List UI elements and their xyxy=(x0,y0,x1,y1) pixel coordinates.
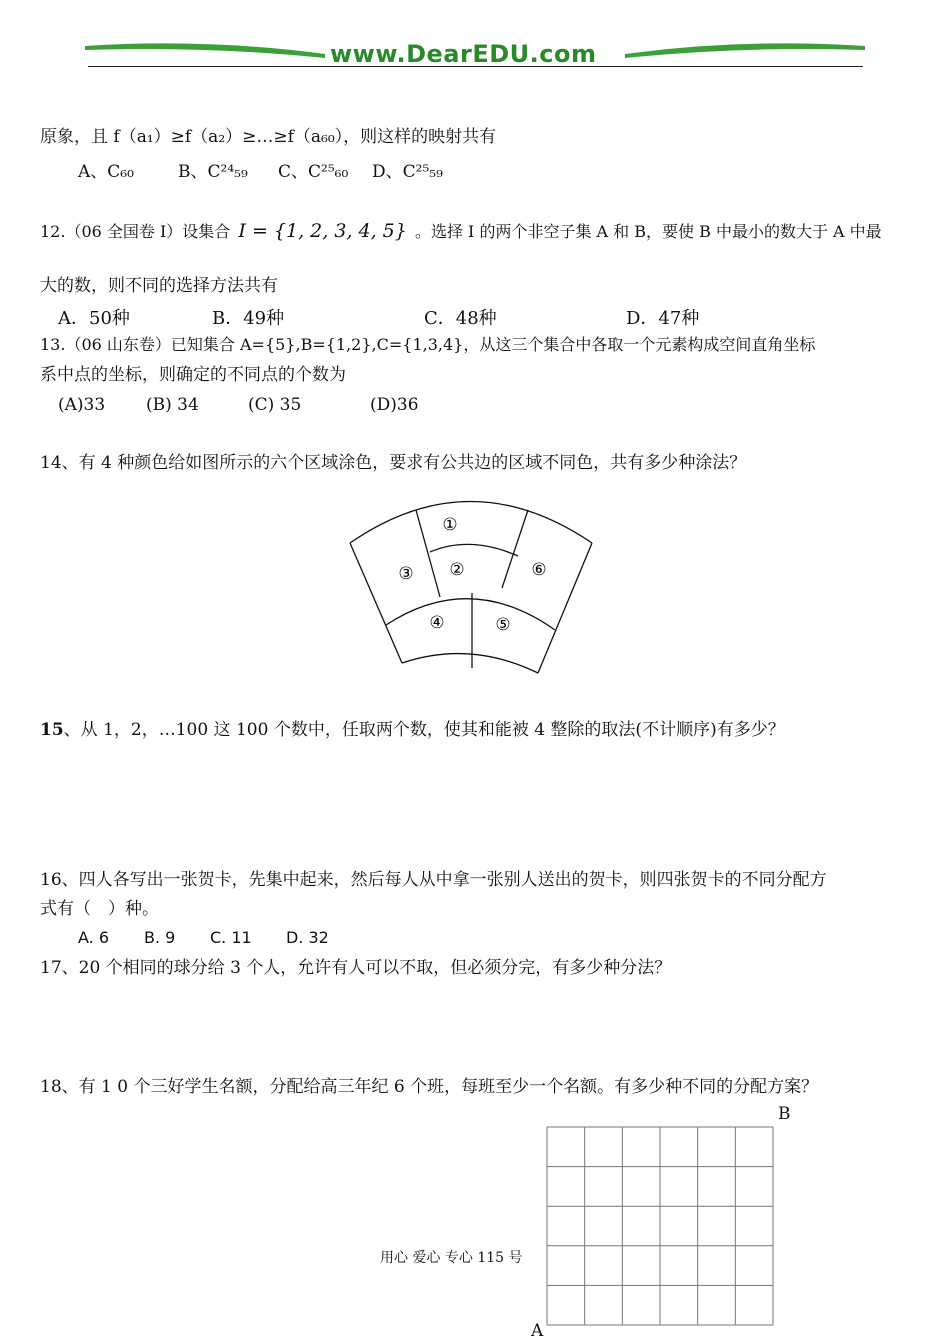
divider-1-6 xyxy=(502,510,528,588)
q12-option-b: B．49种 xyxy=(212,308,285,329)
q13-option-c: (C) 35 xyxy=(248,395,302,415)
footer-text: 用心 爱心 专心 115 号 xyxy=(380,1250,523,1266)
q13-line1: 13.（06 山东卷）已知集合 A={5},B={1,2},C={1,3,4}，从这三个集合中各取一个元素构成空间直角坐标 xyxy=(40,335,816,354)
region-label-6: ⑥ xyxy=(531,560,547,580)
q12-line2: 大的数，则不同的选择方法共有 xyxy=(40,276,278,296)
divider-1-3 xyxy=(416,510,440,597)
q16-line2: 式有（ ）种。 xyxy=(40,899,159,919)
q11-option-b: B、C²⁴₅₉ xyxy=(178,162,248,182)
site-brand: www.DearEDU.com xyxy=(330,40,597,68)
q15-body: 、从 1，2，…100 这 100 个数中，任取两个数，使其和能被 4 整除的取法(不计顺序)有多少？ xyxy=(63,720,785,740)
q11-option-c: C、C²⁵₆₀ xyxy=(278,162,349,182)
q15-text xyxy=(40,719,785,741)
q13-line2: 系中点的坐标，则确定的不同点的个数为 xyxy=(40,365,346,385)
grid-label-b: B xyxy=(778,1104,791,1124)
bottom-arc xyxy=(402,654,538,673)
q11-option-a: A、C₆₀ xyxy=(78,162,134,182)
q16-option-d: D. 32 xyxy=(286,928,329,947)
region-label-1: ① xyxy=(442,515,458,535)
q12-suffix: 。选择 I 的两个非空子集 A 和 B，要使 B 中最小的数大于 A 中最 xyxy=(414,222,882,241)
q16-option-b: B. 9 xyxy=(144,928,176,947)
q12-line1 xyxy=(40,220,882,243)
q12-prefix: 12.（06 全国卷 I）设集合 xyxy=(40,222,231,241)
inner-arc-upper xyxy=(430,544,518,556)
q15-number: 15 xyxy=(40,720,64,740)
region-label-2: ② xyxy=(449,560,465,580)
q12-option-d: D．47种 xyxy=(626,308,700,329)
region-label-5: ⑤ xyxy=(495,615,511,635)
q11-text: 原象，且 f（a₁）≥f（a₂）≥…≥f（a₆₀），则这样的映射共有 xyxy=(40,127,497,147)
header-rule xyxy=(88,66,863,67)
q12-set-formula: I = {1, 2, 3, 4, 5} xyxy=(238,220,407,242)
q13-option-a: (A)33 xyxy=(58,395,106,415)
left-edge xyxy=(350,543,402,663)
grid-label-a: A xyxy=(531,1321,544,1341)
q13-option-b: (B) 34 xyxy=(146,395,199,415)
q12-option-a: A．50种 xyxy=(58,308,130,329)
path-grid xyxy=(546,1126,774,1326)
q16-option-c: C. 11 xyxy=(210,928,252,947)
region-diagram xyxy=(340,490,600,680)
q16-option-a: A. 6 xyxy=(78,928,110,947)
q11-option-d: D、C²⁵₅₉ xyxy=(372,162,443,182)
q16-line1: 16、四人各写出一张贺卡，先集中起来，然后每人从中拿一张别人送出的贺卡，则四张贺卡的不同分配方 xyxy=(40,870,827,890)
q18-text: 18、有 1 0 个三好学生名额，分配给高三年纪 6 个班，每班至少一个名额。有多少种不同的分配方案？ xyxy=(40,1077,819,1097)
outer-arc xyxy=(350,502,592,544)
q17-text: 17、20 个相同的球分给 3 个人，允许有人可以不取，但必须分完，有多少种分法？ xyxy=(40,958,672,978)
q12-option-c: C．48种 xyxy=(424,308,497,329)
q14-text: 14、有 4 种颜色给如图所示的六个区域涂色，要求有公共边的区域不同色，共有多少种涂法？ xyxy=(40,453,747,473)
q13-option-d: (D)36 xyxy=(370,395,419,415)
region-label-3: ③ xyxy=(398,564,414,584)
region-label-4: ④ xyxy=(429,613,445,633)
inner-arc-lower xyxy=(386,599,555,630)
